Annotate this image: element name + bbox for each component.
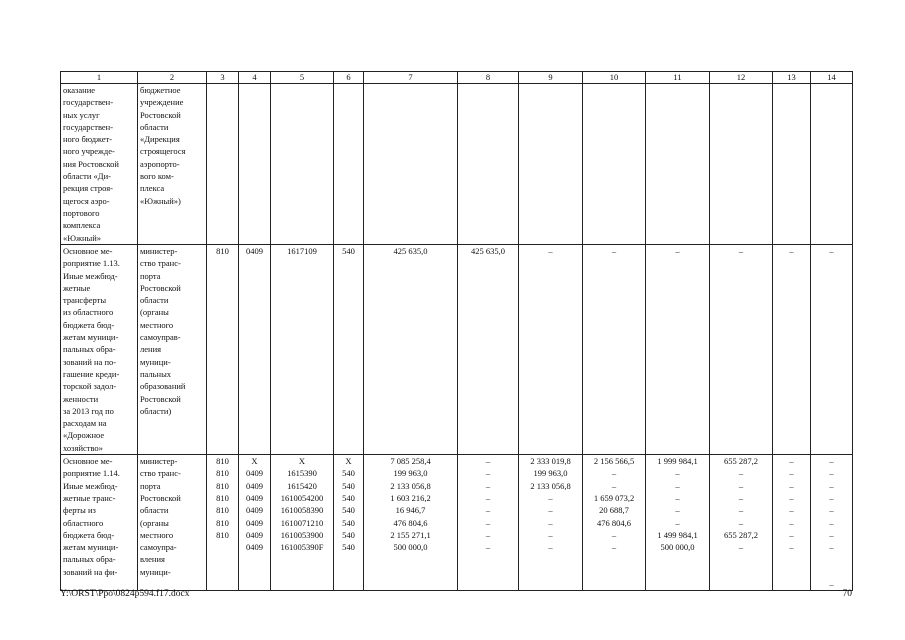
table-cell: X 0409 0409 0409 0409 0409 0409 0409	[239, 455, 271, 591]
table-cell	[364, 84, 458, 245]
table-cell: министер- ство транс- порта Ростовской области (органы местного самоупра- вления муници-	[138, 455, 207, 591]
column-header: 13	[773, 72, 811, 84]
table-cell	[710, 84, 773, 245]
document-path: Y:\ORST\Ppo\0824p594.f17.docx	[60, 589, 190, 599]
table-cell: – – – – – – – –	[458, 455, 519, 591]
table-cell: –	[646, 245, 710, 455]
table-cell: 1617109	[271, 245, 334, 455]
column-header: 10	[583, 72, 646, 84]
table-cell	[773, 84, 811, 245]
table-cell	[519, 84, 583, 245]
table-cell: X 1615390 1615420 1610054200 1610058390 1610071210 1610053900 161005390F	[271, 455, 334, 591]
column-header: 3	[207, 72, 239, 84]
table-cell: 2 156 566,5 – – 1 659 073,2 20 688,7 476 804,6 – –	[583, 455, 646, 591]
table-cell: 7 085 258,4 199 963,0 2 133 056,8 1 603 216,2 16 946,7 476 804,6 2 155 271,1 500 000,0	[364, 455, 458, 591]
table-row	[61, 245, 853, 455]
table-cell: 2 333 019,8 199 963,0 2 133 056,8 – – – – –	[519, 455, 583, 591]
table-cell	[334, 84, 364, 245]
table-cell: министер- ство транс- порта Ростовской области (органы местного самоуправ- ления муници- пальных образований Ростовской области)	[138, 245, 207, 455]
table-cell: 425 635,0	[458, 245, 519, 455]
table-cell: 425 635,0	[364, 245, 458, 455]
table-cell	[271, 84, 334, 245]
table-cell	[811, 84, 853, 245]
table-cell: 0409	[239, 245, 271, 455]
column-header: 11	[646, 72, 710, 84]
table-cell: 540	[334, 245, 364, 455]
page-number: 70	[842, 589, 852, 599]
table-cell: 810 810 810 810 810 810 810	[207, 455, 239, 591]
table-cell: бюджетное учреждение Ростовской области «Дирекция строящегося аэропорто- вого ком- плекса «Южный»)	[138, 84, 207, 245]
table-cell: –	[811, 245, 853, 455]
table-cell	[207, 84, 239, 245]
column-header: 8	[458, 72, 519, 84]
table-cell	[239, 84, 271, 245]
table-header-row	[61, 72, 853, 84]
budget-table	[60, 71, 853, 591]
column-header: 9	[519, 72, 583, 84]
column-header: 4	[239, 72, 271, 84]
column-header: 5	[271, 72, 334, 84]
table-cell: –	[773, 245, 811, 455]
table-row	[61, 84, 853, 245]
column-header: 1	[61, 72, 138, 84]
table-cell: 810	[207, 245, 239, 455]
table-cell	[646, 84, 710, 245]
table-cell: 655 287,2 – – – – – 655 287,2 –	[710, 455, 773, 591]
table-cell: – – – – – – – – –	[811, 455, 853, 591]
table-cell: X 540 540 540 540 540 540 540	[334, 455, 364, 591]
table-cell	[458, 84, 519, 245]
table-cell: –	[583, 245, 646, 455]
table-cell: оказание государствен- ных услуг государствен- ного бюджет- ного учрежде- ния Ростовской области «Ди- рекция строя- щегося аэро- портового комплекса «Южный»	[61, 84, 138, 245]
table-cell: –	[710, 245, 773, 455]
table-cell	[583, 84, 646, 245]
column-header: 12	[710, 72, 773, 84]
table-cell: Основное ме- роприятие 1.14. Иные межбюд- жетные транс- ферты из областного бюджета бюд- жетам муници- пальных обра- зований на фи-	[61, 455, 138, 591]
table-row	[61, 455, 853, 591]
column-header: 6	[334, 72, 364, 84]
table-cell: Основное ме- роприятие 1.13. Иные межбюд- жетные трансферты из областного бюджета бюд- жетам муници- пальных обра- зований на по- гашение креди- торской задол- женности за 2013 год по расходам на «Дорожное хозяйство»	[61, 245, 138, 455]
table-cell: 1 999 984,1 – – – – – 1 499 984,1 500 000,0	[646, 455, 710, 591]
table-cell: –	[519, 245, 583, 455]
column-header: 7	[364, 72, 458, 84]
column-header: 14	[811, 72, 853, 84]
column-header: 2	[138, 72, 207, 84]
table-cell: – – – – – – – –	[773, 455, 811, 591]
